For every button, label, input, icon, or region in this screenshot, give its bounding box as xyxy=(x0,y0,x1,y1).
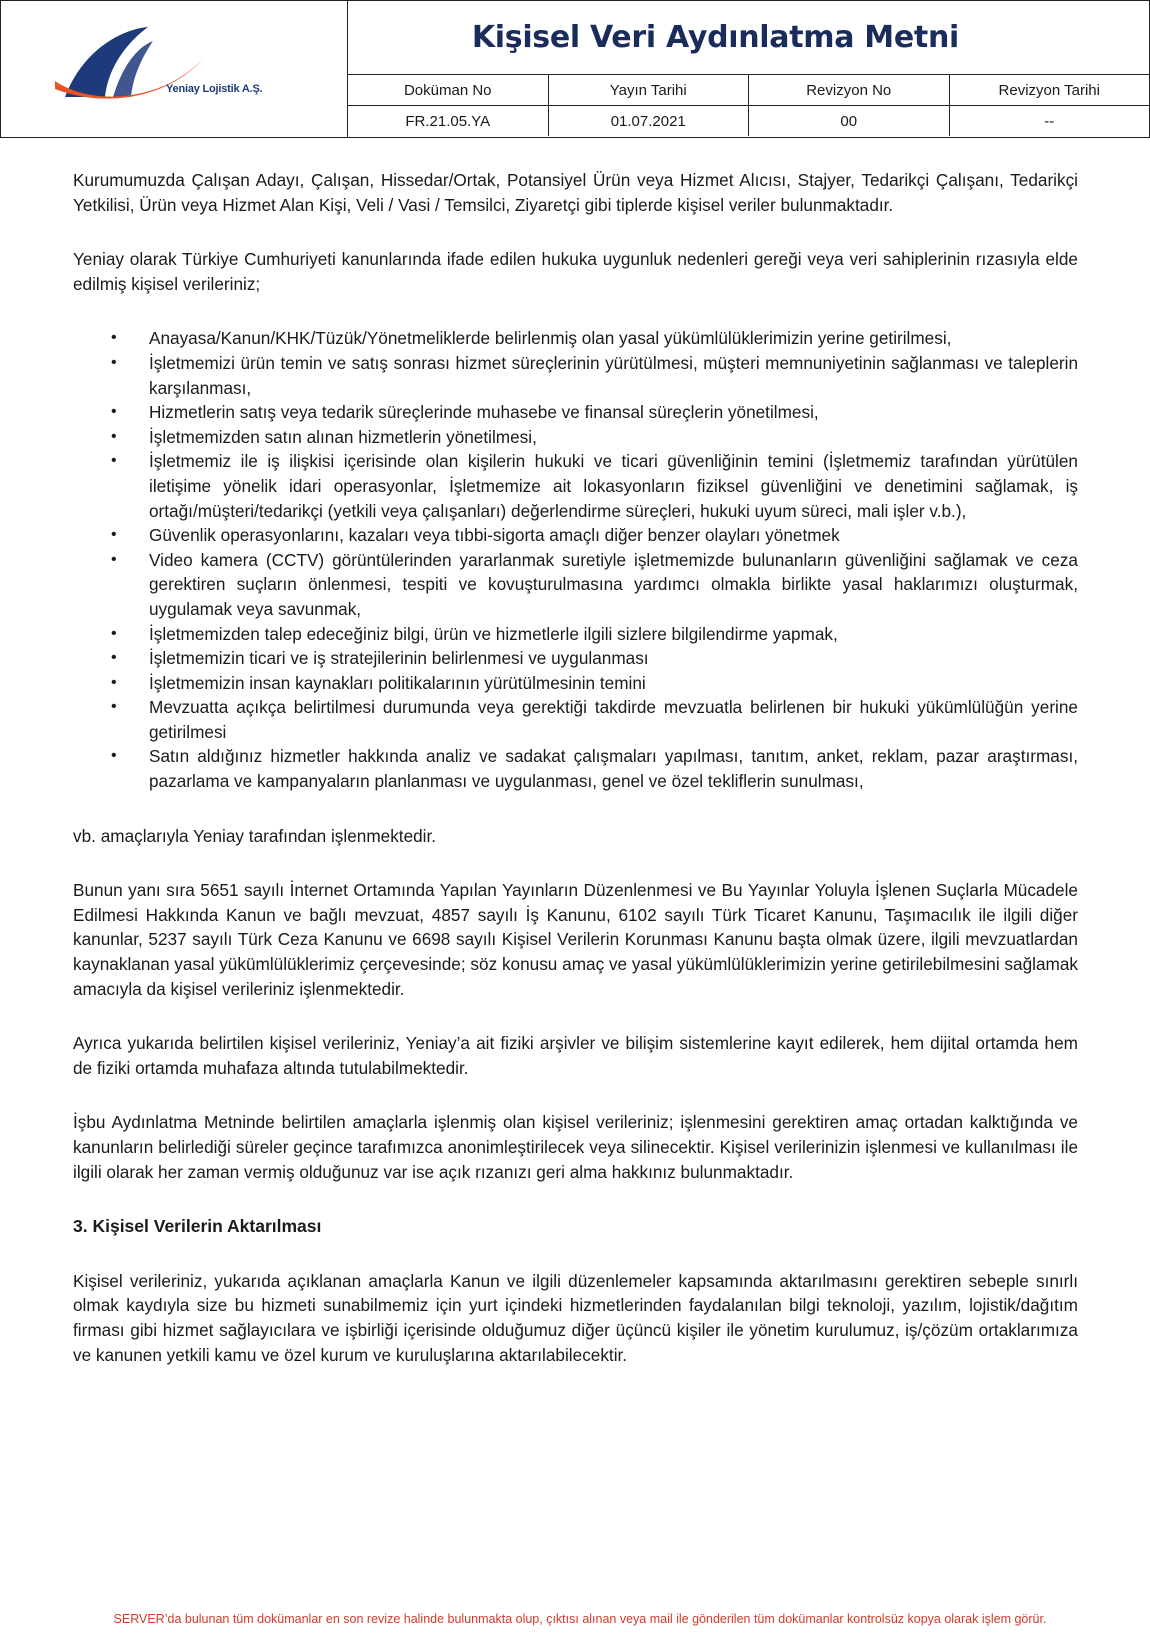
list-item: • İşletmemizden satın alınan hizmetlerin yönetilmesi, xyxy=(73,425,1078,450)
list-item: • Hizmetlerin satış veya tedarik süreçlerinde muhasebe ve finansal süreçlerin yönetilmesi, xyxy=(73,400,1078,425)
section-3-title: 3. Kişisel Verilerin Aktarılması xyxy=(73,1216,322,1237)
paragraph-data-transfer: Kişisel verileriniz, yukarıda açıklanan amaçlarla Kanun ve ilgili düzenlemeler kapsamında aktarılmasını gerektiren sebeple sınırlı olmak kaydıyla size bu hizmeti sunabilmemiz için yurt içindeki hizmetlerinden faydalanılan bilgi teknoloji, yazılım, lojistik/dağıtım firması gibi hizmet sağlayıcılara ve işbirliği içerisinde olduğumuz diğer üçüncü kişiler ile yönetim kurulumuz, iş/çözüm ortaklarımıza ve kanunen yetkili kamu ve özel kurum ve kuruluşlarına aktarılabilecektir. xyxy=(73,1270,1078,1365)
meta-val-publish-date: 01.07.2021 xyxy=(549,106,750,136)
company-logo-icon xyxy=(53,19,243,109)
list-item: • İşletmemizden talep edeceğiniz bilgi, ürün ve hizmetlerle ilgili sizlere bilgilendirme yapmak, xyxy=(73,622,1078,647)
meta-col-revision-no: Revizyon No xyxy=(749,75,950,105)
paragraph-retention: İşbu Aydınlatma Metninde belirtilen amaçlarla işlenmiş olan kişisel verileriniz; işlenmesini gerektiren amaç ortadan kalktığında ve kanunların belirlediği süreler geçince tarafımızca anonimleştirilecek veya silinecektir. Kişisel verilerinizin işlenmesi ve kullanılması ile ilgili olarak her zaman vermiş olduğunuz var ise açık rızanızı geri alma hakkınız bulunmaktadır. xyxy=(73,1112,1078,1182)
meta-val-document-no: FR.21.05.YA xyxy=(348,106,549,136)
meta-header-row xyxy=(348,75,1149,106)
list-item: • Güvenlik operasyonlarını, kazaları veya tıbbi-sigorta amaçlı diğer benzer olayları yönetmek xyxy=(73,523,1078,548)
meta-col-publish-date: Yayın Tarihi xyxy=(549,75,750,105)
list-item: • Satın aldığınız hizmetler hakkında analiz ve sadakat çalışmaları yapılması, tanıtım, anket, reklam, pazar araştırması, pazarlama ve kampanyaların planlanması ve uygulanması, genel ve özel tekliflerin sunulması, xyxy=(73,744,1078,793)
document-title: Kişisel Veri Aydınlatma Metni xyxy=(471,20,959,55)
paragraph-data-subjects: Kurumumuzda Çalışan Adayı, Çalışan, Hissedar/Ortak, Potansiyel Ürün veya Hizmet Alıcısı, Stajyer, Tedarikçi Çalışanı, Tedarikçi Yetkilisi, Ürün veya Hizmet Alan Kişi, Veli / Vasi / Temsilci, Ziyaretçi gibi tiplerde kişisel veriler bulunmaktadır. xyxy=(73,170,1078,215)
document-header xyxy=(0,0,1150,138)
meta-val-revision-no: 00 xyxy=(749,106,950,136)
footer-note: SERVER’da bulunan tüm dokümanlar en son revize halinde bulunmakta olup, çıktısı alınan veya mail ile gönderilen tüm dokümanlar kontrolsüz kopya olarak işlem görür. xyxy=(113,1612,1047,1626)
logo-text: Yeniay Lojistik A.Ş. xyxy=(166,83,263,95)
list-item: • İşletmemiz ile iş ilişkisi içerisinde olan kişilerin hukuki ve ticari güvenliğinin temini (İşletmemiz tarafından yürütülen iletişime yönelik idari operasyonlar, İşletmemize ait lokasyonların fiziksel güvenliğini ve denetimini sağlamak, iş ortağı/müşteri/tedarikçi (yetkili veya çalışanları) değerlendirme süreçleri, hukuki uyum süreci, mali işler v.b.), xyxy=(73,449,1078,523)
meta-col-document-no: Doküman No xyxy=(348,75,549,105)
list-item: • İşletmemizi ürün temin ve satış sonrası hizmet süreçlerinin yürütülmesi, müşteri memnuniyetinin sağlanması ve taleplerin karşılanması, xyxy=(73,351,1078,400)
title-cell xyxy=(348,1,1149,75)
list-item: • Mevzuatta açıkça belirtilmesi durumunda veya gerektiği takdirde mevzuatla belirlenen bir hukuki yükümlülüğün yerine getirilmesi xyxy=(73,695,1078,744)
list-item: • Anayasa/Kanun/KHK/Tüzük/Yönetmeliklerde belirlenmiş olan yasal yükümlülüklerimizin yerine getirilmesi, xyxy=(73,326,1078,351)
meta-val-revision-date: -- xyxy=(1044,112,1055,130)
paragraph-storage: Ayrıca yukarıda belirtilen kişisel verileriniz, Yeniay’a ait fiziki arşivler ve bilişim sistemlerine kayıt edilerek, hem dijital ortamda hem de fiziki ortamda muhafaza altında tutulabilmektedir. xyxy=(73,1033,1078,1078)
meta-value-row xyxy=(348,106,1149,136)
paragraph-legislation: Bunun yanı sıra 5651 sayılı İnternet Ortamında Yapılan Yayınların Düzenlenmesi ve Bu Yayınlar Yoluyla İşlenen Suçlarla Mücadele Edilmesi Hakkında Kanun ve bağlı mevzuat, 4857 sayılı İş Kanunu, 6102 sayılı Türk Ticaret Kanunu, Taşımacılık ile ilgili diğer kanunlar, 5237 sayılı Türk Ceza Kanunu ve 6698 sayılı Kişisel Verilerin Korunması Kanunu başta olmak üzere, ilgili mevzuatlardan kaynaklanan yasal yükümlülüklerimiz çerçevesinde; söz konusu amaç ve yasal yükümlülüklerimizin yerine getirilebilmesini sağlamak amacıyla da kişisel verileriniz işlenmektedir. xyxy=(73,880,1078,999)
list-item: • İşletmemizin ticari ve iş stratejilerinin belirlenmesi ve uygulanması xyxy=(73,646,1078,671)
purpose-list xyxy=(73,326,1078,793)
paragraph-legal-basis: Yeniay olarak Türkiye Cumhuriyeti kanunlarında ifade edilen hukuka uygunluk nedenleri gereği veya veri sahiplerinin rızasıyla elde edilmiş kişisel verileriniz; xyxy=(73,249,1078,294)
list-item: • Video kamera (CCTV) görüntülerinden yararlanmak suretiyle işletmemizde bulunanların güvenliğini sağlamak ve ceza gerektiren suçların önlenmesi, tespiti ve kovuşturulmasına yardımcı olmakla birlikte yasal haklarımızı oluşturmak, uygulamak veya savunmak, xyxy=(73,548,1078,622)
logo-cell xyxy=(1,1,348,137)
paragraph-processing-summary: vb. amaçlarıyla Yeniay tarafından işlenmektedir. xyxy=(73,825,437,846)
meta-col-revision-date: Revizyon Tarihi xyxy=(998,81,1100,99)
document-body xyxy=(73,168,1078,1367)
list-item: • İşletmemizin insan kaynakları politikalarının yürütülmesinin temini xyxy=(73,671,1078,696)
